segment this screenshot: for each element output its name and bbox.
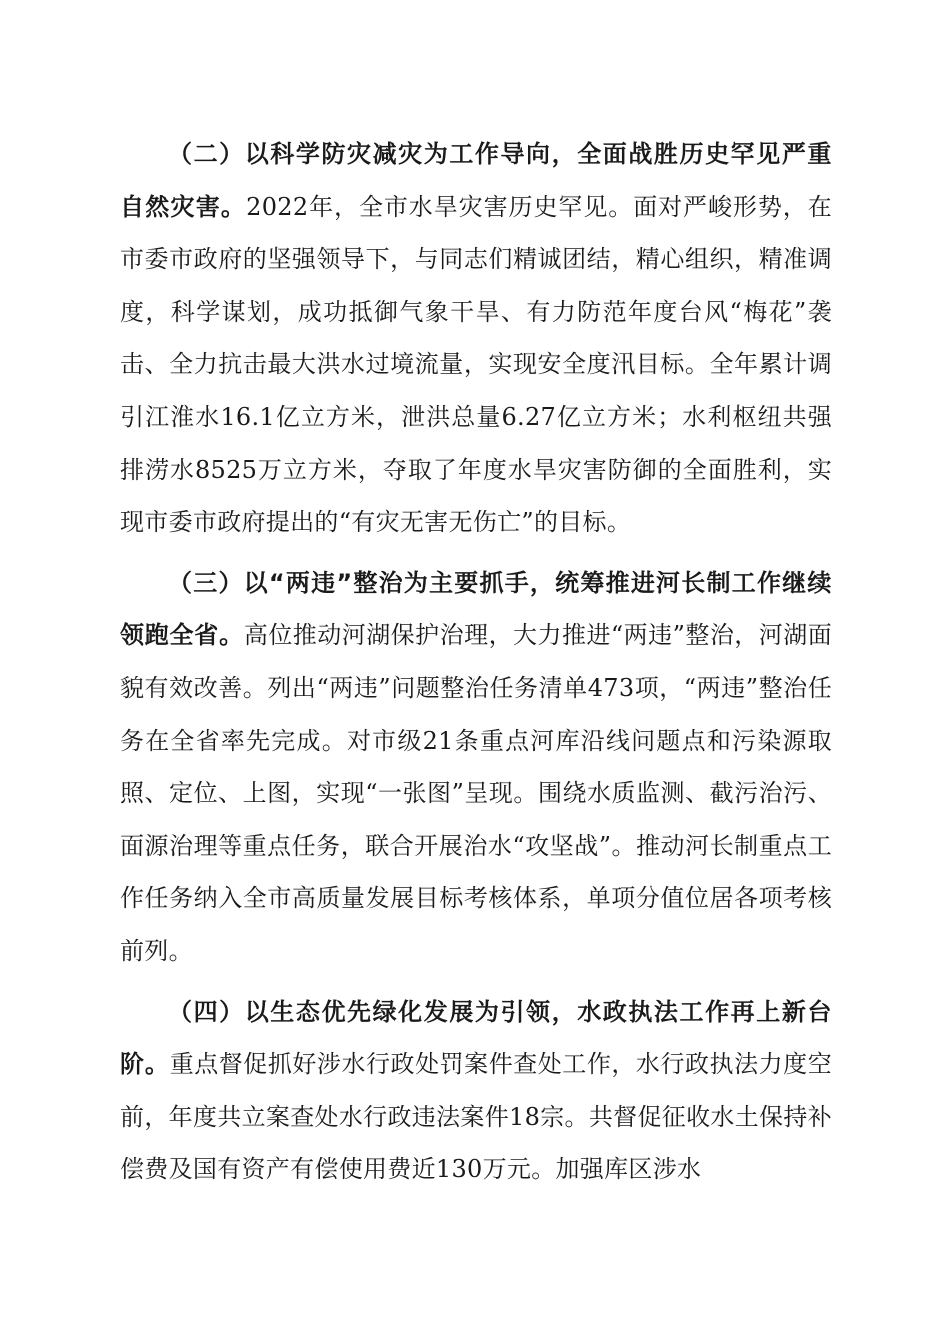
paragraph-heading: （三）以“两违”整治为主要抓手，统筹推进河长制工作继续领跑全省。 bbox=[120, 568, 832, 650]
paragraph-law-enforcement bbox=[120, 986, 832, 1196]
paragraph-text: 高位推动河湖保护治理，大力推进“两违”整治，河湖面貌有效改善。列出“两违”问题整治任务清单473项，“两违”整治任务在全省率先完成。对市级21条重点河库沿线问题点和污染源取照、定位、上图，实现“一张图”呈现。围绕水质监测、截污治污、面源治理等重点任务，联合开展治水“攻坚战”。推动河长制重点工作任务纳入全市高质量发展目标考核体系，单项分值位居各项考核前列。 bbox=[120, 621, 832, 965]
document-body bbox=[120, 128, 832, 1204]
paragraph-disaster-prevention bbox=[120, 128, 832, 549]
paragraph-heading: （四）以生态优先绿化发展为引领，水政执法工作再上新台阶。 bbox=[120, 997, 832, 1079]
paragraph-text: 重点督促抓好涉水行政处罚案件查处工作，水行政执法力度空前，年度共立案查处水行政违法案件18宗。共督促征收水土保持补偿费及国有资产有偿使用费近130万元。加强库区涉水 bbox=[120, 1050, 832, 1184]
paragraph-text: 2022年，全市水旱灾害历史罕见。面对严峻形势，在市委市政府的坚强领导下，与同志们精诚团结，精心组织，精准调度，科学谋划，成功抵御气象干旱、有力防范年度台风“梅花”袭击、全力抗击最大洪水过境流量，实现安全度汛目标。全年累计调引江淮水16.1亿立方米，泄洪总量6.27亿立方米；水利枢纽共强排涝水8525万立方米，夺取了年度水旱灾害防御的全面胜利，实现市委市政府提出的“有灾无害无伤亡”的目标。 bbox=[120, 192, 833, 537]
paragraph-river-chief bbox=[120, 557, 832, 978]
paragraph-heading: （二）以科学防灾减灾为工作导向，全面战胜历史罕见严重自然灾害。 bbox=[120, 140, 832, 221]
